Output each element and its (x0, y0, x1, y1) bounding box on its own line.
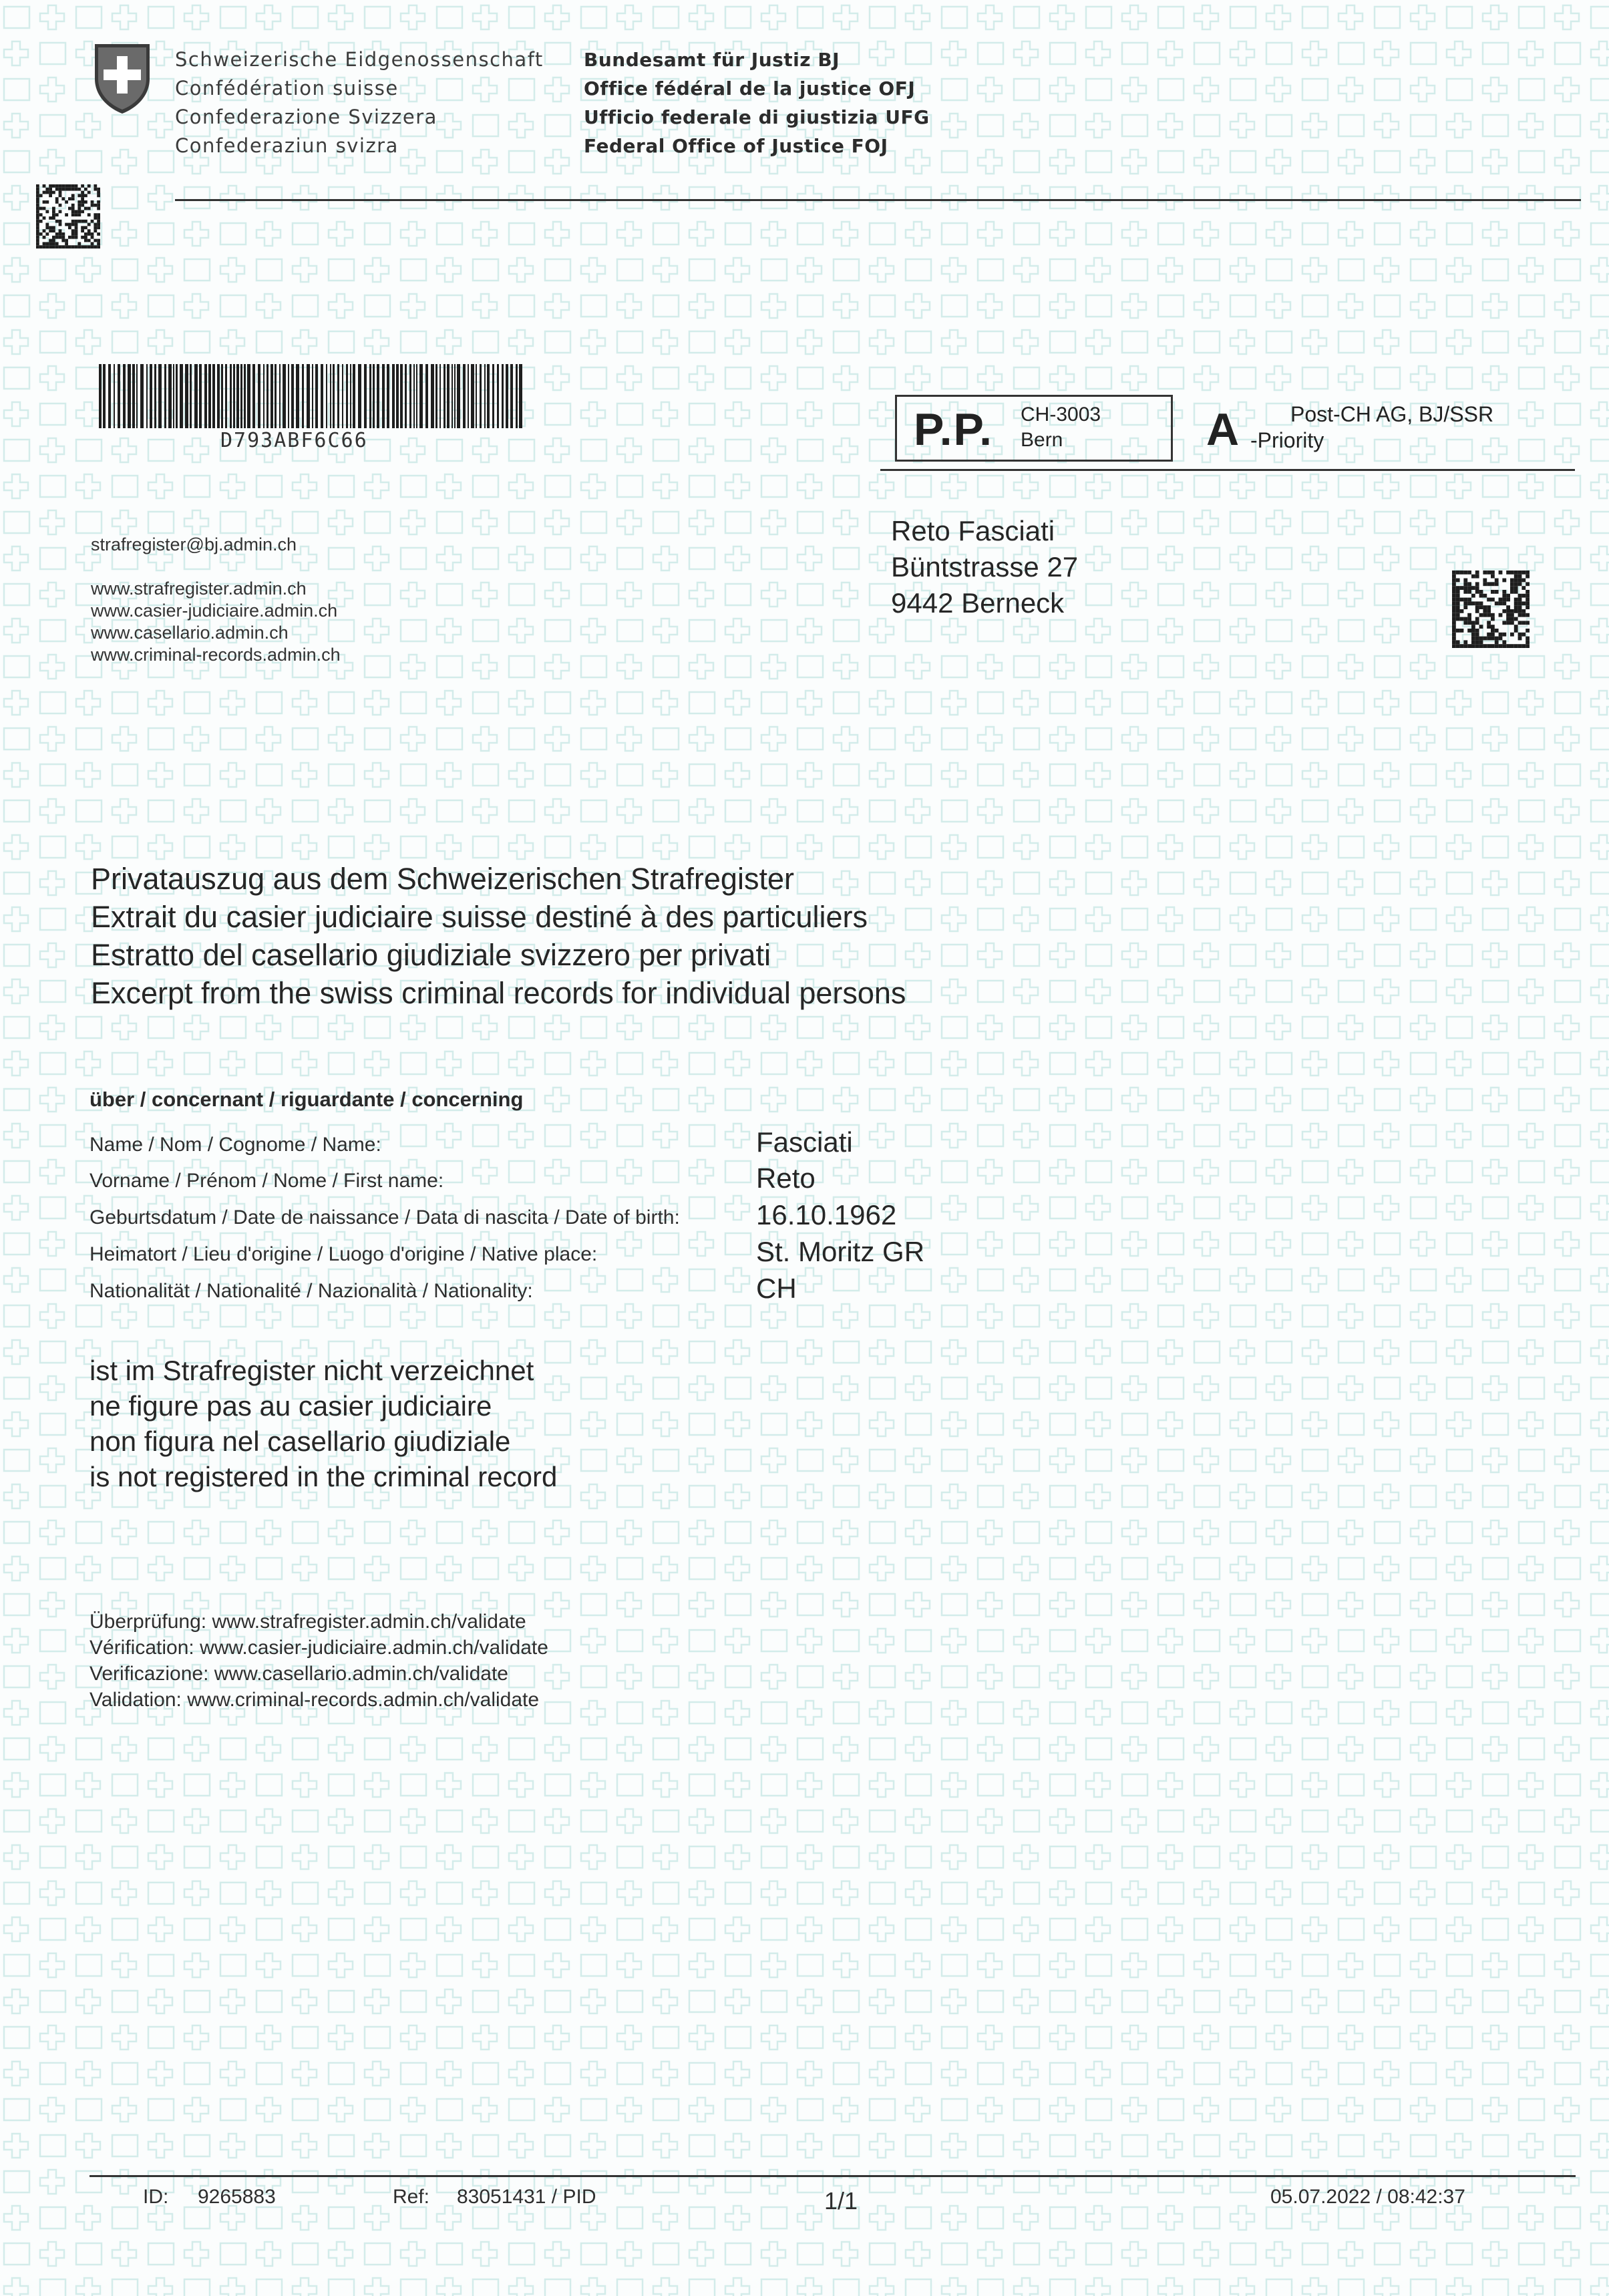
field-value-name: Fasciati (756, 1126, 853, 1158)
swiss-coat-of-arms-icon (92, 41, 152, 115)
recipient-address (891, 513, 1078, 621)
postage-city: Bern (1021, 429, 1063, 451)
contact-urls (91, 578, 341, 666)
record-status-fr: ne figure pas au casier judiciaire (90, 1390, 492, 1422)
field-label-first-name: Vorname / Prénom / Nome / First name: (90, 1170, 444, 1192)
postage-class-letter: A (1206, 404, 1240, 455)
record-status-it: non figura nel casellario giudiziale (90, 1426, 511, 1457)
confederation-names (175, 45, 544, 160)
document-title-en: Excerpt from the swiss criminal records for individual persons (91, 976, 906, 1010)
contact-url: www.casier-judiciaire.admin.ch (91, 601, 338, 621)
recipient-name: Reto Fasciati (891, 515, 1055, 546)
field-value-native-place: St. Moritz GR (756, 1236, 925, 1267)
document-title-it: Estratto del casellario giudiziale svizzero per privati (91, 938, 771, 972)
confederation-name-it: Confederazione Svizzera (175, 106, 437, 128)
barcode-number: D793ABF6C66 (220, 429, 368, 452)
footer-divider (90, 2175, 1576, 2177)
confederation-name-rm: Confederaziun svizra (175, 134, 399, 157)
field-value-date-of-birth: 16.10.1962 (756, 1199, 897, 1231)
field-label-date-of-birth: Geburtsdatum / Date de naissance / Data di nascita / Date of birth: (90, 1206, 680, 1228)
field-value-first-name: Reto (756, 1162, 816, 1194)
footer-id-label: ID: (143, 2186, 169, 2208)
postage-location (1021, 402, 1101, 453)
datamatrix-code-recipient (1451, 570, 1531, 648)
office-name-it: Ufficio federale di giustizia UFG (584, 106, 930, 128)
record-status-en: is not registered in the criminal record (90, 1461, 558, 1492)
footer-ref-label: Ref: (393, 2186, 430, 2208)
confederation-name-fr: Confédération suisse (175, 77, 399, 100)
recipient-street: Büntstrasse 27 (891, 551, 1079, 583)
field-label-native-place: Heimatort / Lieu d'origine / Luogo d'origine / Native place: (90, 1243, 598, 1265)
recipient-city: 9442 Berneck (891, 587, 1065, 619)
office-name-fr: Office fédéral de la justice OFJ (584, 77, 916, 100)
postage-pp-label: P.P. (914, 404, 993, 455)
field-label-name: Name / Nom / Cognome / Name: (90, 1134, 381, 1156)
field-label-nationality: Nationalität / Nationalité / Nazionalità / Nationality: (90, 1280, 533, 1302)
office-name-en: Federal Office of Justice FOJ (584, 135, 888, 157)
field-value-nationality: CH (756, 1273, 797, 1304)
footer-ref-value: 83051431 / PID (457, 2186, 596, 2208)
footer-id-value: 9265883 (198, 2186, 276, 2208)
office-names (584, 45, 930, 160)
postage-priority: -Priority (1250, 428, 1324, 452)
contact-email: strafregister@bj.admin.ch (91, 534, 297, 554)
datamatrix-code-top (35, 184, 102, 249)
footer-datetime: 05.07.2022 / 08:42:37 (1270, 2186, 1465, 2208)
office-name-de: Bundesamt für Justiz BJ (584, 49, 840, 71)
validation-link-it: Verificazione: www.casellario.admin.ch/validate (90, 1663, 508, 1685)
document-title (91, 860, 906, 1012)
validation-link-en: Validation: www.criminal-records.admin.ch/validate (90, 1689, 540, 1711)
postage-postcode: CH-3003 (1021, 403, 1101, 426)
document-title-de: Privatauszug aus dem Schweizerischen Strafregister (91, 862, 794, 896)
record-status (90, 1353, 557, 1494)
contact-url: www.strafregister.admin.ch (91, 579, 307, 599)
contact-url: www.criminal-records.admin.ch (91, 645, 341, 665)
validation-link-de: Überprüfung: www.strafregister.admin.ch/validate (90, 1611, 526, 1633)
validation-link-fr: Vérification: www.casier-judiciaire.admin.ch/validate (90, 1637, 548, 1659)
document-title-fr: Extrait du casier judiciaire suisse destiné à des particuliers (91, 900, 868, 934)
postage-sender: Post-CH AG, BJ/SSR (1290, 402, 1494, 426)
postage-divider (880, 469, 1575, 471)
contact-url: www.casellario.admin.ch (91, 623, 289, 643)
footer-page-number: 1/1 (824, 2187, 858, 2215)
header-divider (175, 199, 1581, 201)
record-status-de: ist im Strafregister nicht verzeichnet (90, 1355, 534, 1386)
concerning-heading: über / concernant / riguardante / concerning (90, 1088, 524, 1111)
barcode (99, 364, 526, 428)
validation-links (90, 1609, 548, 1713)
confederation-name-de: Schweizerische Eidgenossenschaft (175, 48, 544, 71)
